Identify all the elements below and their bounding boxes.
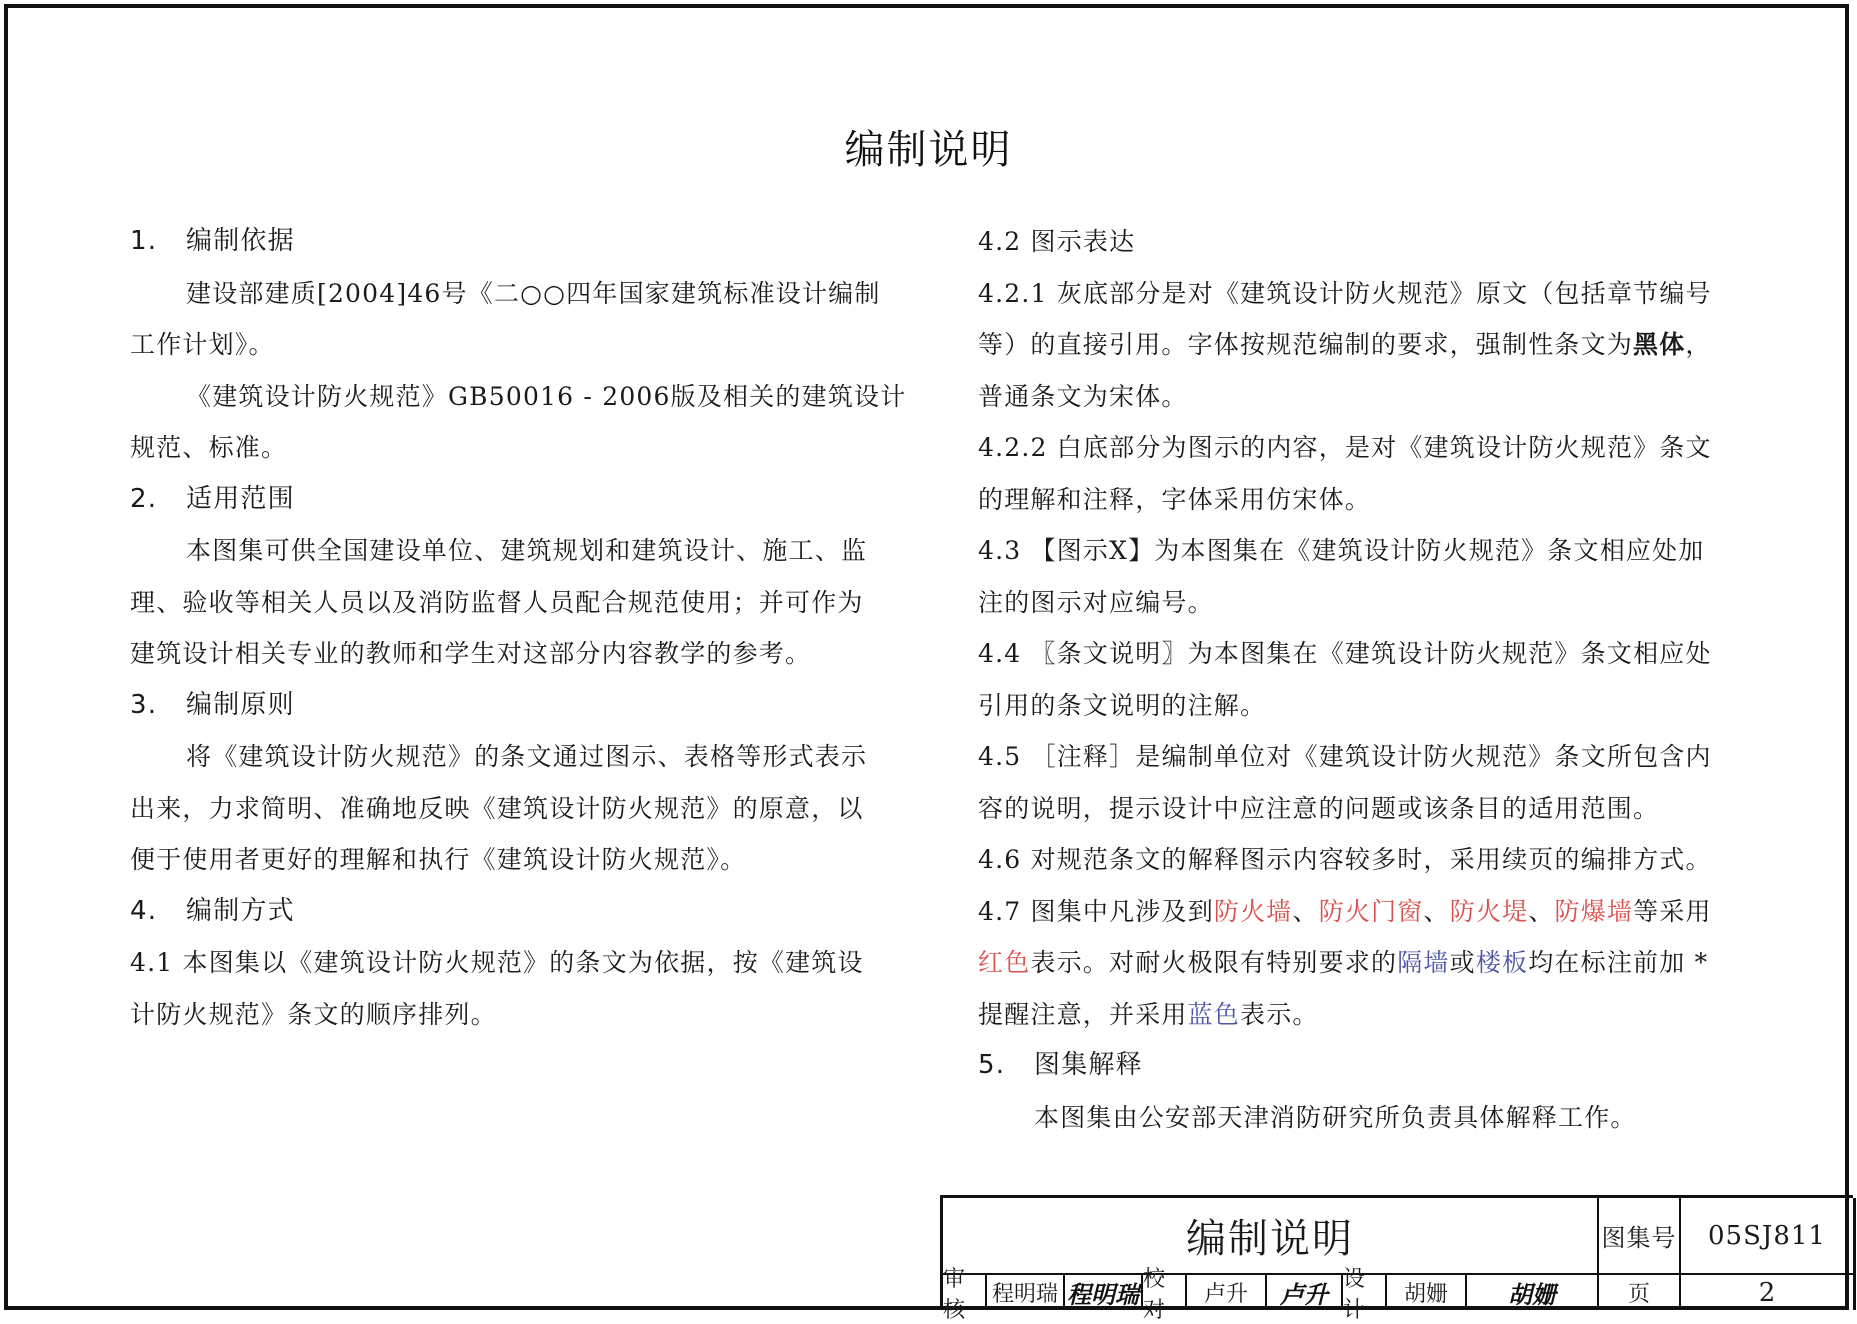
paragraph-line: 本图集可供全国建设单位、建筑规划和建筑设计、施工、监 xyxy=(186,536,868,565)
section-heading-1: 1. 编制依据 xyxy=(130,226,295,256)
review-label: 审核 xyxy=(943,1275,987,1310)
left-column xyxy=(130,216,907,1040)
design-label: 设计 xyxy=(1343,1275,1387,1310)
designer-name: 胡姗 xyxy=(1387,1275,1467,1310)
red-term: 防火门窗 xyxy=(1318,896,1424,926)
section-heading-2: 2. 适用范围 xyxy=(130,483,295,514)
red-term: 防火堤 xyxy=(1449,896,1529,926)
paragraph-line: 4.2.1 灰底部分是对《建筑设计防火规范》原文（包括章节编号 xyxy=(978,278,1712,308)
checker-signature: 卢升 xyxy=(1267,1275,1343,1310)
paragraph-line: 4.1 本图集以《建筑设计防火规范》的条文为依据，按《建筑设 xyxy=(130,948,864,977)
blue-term: 楼板 xyxy=(1475,948,1529,977)
paragraph-line: 出来，力求简明、准确地反映《建筑设计防火规范》的原意，以 xyxy=(130,793,864,823)
blue-term: 隔墙 xyxy=(1397,948,1450,977)
reviewer-signature: 程明瑞 xyxy=(1065,1275,1143,1310)
paragraph-line: 等）的直接引用。字体按规范编制的要求，强制性条文为黑体， xyxy=(978,330,1712,359)
paragraph-line: 引用的条文说明的注解。 xyxy=(978,690,1267,720)
paragraph-line: 建设部建质[2004]46号《二○○四年国家建筑标准设计编制 xyxy=(186,278,881,308)
paragraph-line: 普通条文为宋体。 xyxy=(978,381,1188,411)
paragraph-line: 建筑设计相关专业的教师和学生对这部分内容教学的参考。 xyxy=(130,639,812,668)
paragraph-line: 工作计划》。 xyxy=(130,330,275,359)
paragraph-line: 4.6 对规范条文的解释图示内容较多时，采用续页的编排方式。 xyxy=(978,845,1712,874)
paragraph-line: 提醒注意，并采用蓝色表示。 xyxy=(978,999,1319,1029)
paragraph-line: 理、验收等相关人员以及消防监督人员配合规范使用；并可作为 xyxy=(130,587,864,617)
reviewer-name: 程明瑞 xyxy=(987,1275,1065,1310)
page-title: 编制说明 xyxy=(844,127,1013,173)
page-number: 2 xyxy=(1681,1275,1856,1310)
paragraph-line: 4.2.2 白底部分为图示的内容，是对《建筑设计防火规范》条文 xyxy=(978,433,1712,462)
paragraph-line: 将《建筑设计防火规范》的条文通过图示、表格等形式表示 xyxy=(186,742,868,771)
title-block-title: 编制说明 xyxy=(943,1198,1599,1275)
subsection-4-2: 4.2 图示表达 xyxy=(978,227,1136,256)
bold-term: 黑体 xyxy=(1633,330,1686,359)
paragraph-line: 红色表示。对耐火极限有特别要求的隔墙或楼板均在标注前加 * xyxy=(978,948,1709,977)
paragraph-line: 计防火规范》条文的顺序排列。 xyxy=(130,999,497,1029)
section-heading-4: 4. 编制方式 xyxy=(130,895,295,926)
paragraph-line: 的理解和注释，字体采用仿宋体。 xyxy=(978,484,1372,514)
atlas-number-label: 图集号 xyxy=(1599,1198,1681,1275)
paragraph-line: 容的说明，提示设计中应注意的问题或该条目的适用范围。 xyxy=(978,793,1660,823)
paragraph-line: 4.5 ［注释］是编制单位对《建筑设计防火规范》条文所包含内 xyxy=(978,742,1712,771)
checker-name: 卢升 xyxy=(1187,1275,1267,1310)
paragraph-line: 4.7 图集中凡涉及到防火墙、防火门窗、防火堤、防爆墙等采用 xyxy=(978,896,1712,926)
section-heading-3: 3. 编制原则 xyxy=(130,689,295,720)
check-label: 校对 xyxy=(1143,1275,1187,1310)
red-term: 防火墙 xyxy=(1213,896,1293,926)
paragraph-line: 4.4 〖条文说明〗为本图集在《建筑设计防火规范》条文相应处 xyxy=(978,639,1712,668)
paragraph-line: 《建筑设计防火规范》GB50016 - 2006版及相关的建筑设计 xyxy=(186,381,907,411)
section-heading-5: 5. 图集解释 xyxy=(978,1050,1143,1080)
paragraph-line: 注的图示对应编号。 xyxy=(978,587,1214,617)
paragraph-line: 便于使用者更好的理解和执行《建筑设计防火规范》。 xyxy=(130,845,747,874)
right-column xyxy=(978,216,1748,1143)
red-term: 红色 xyxy=(978,948,1031,977)
paragraph-line: 4.3 【图示X】为本图集在《建筑设计防火规范》条文相应处加 xyxy=(978,536,1705,565)
atlas-number: 05SJ811 xyxy=(1681,1198,1856,1275)
red-term: 防爆墙 xyxy=(1554,896,1634,926)
designer-signature: 胡姗 xyxy=(1467,1275,1599,1310)
page-label: 页 xyxy=(1599,1275,1681,1310)
paragraph-line: 规范、标准。 xyxy=(130,433,288,462)
title-block xyxy=(940,1195,1853,1323)
paragraph-line: 本图集由公安部天津消防研究所负责具体解释工作。 xyxy=(1034,1102,1637,1132)
blue-term: 蓝色 xyxy=(1187,999,1241,1029)
